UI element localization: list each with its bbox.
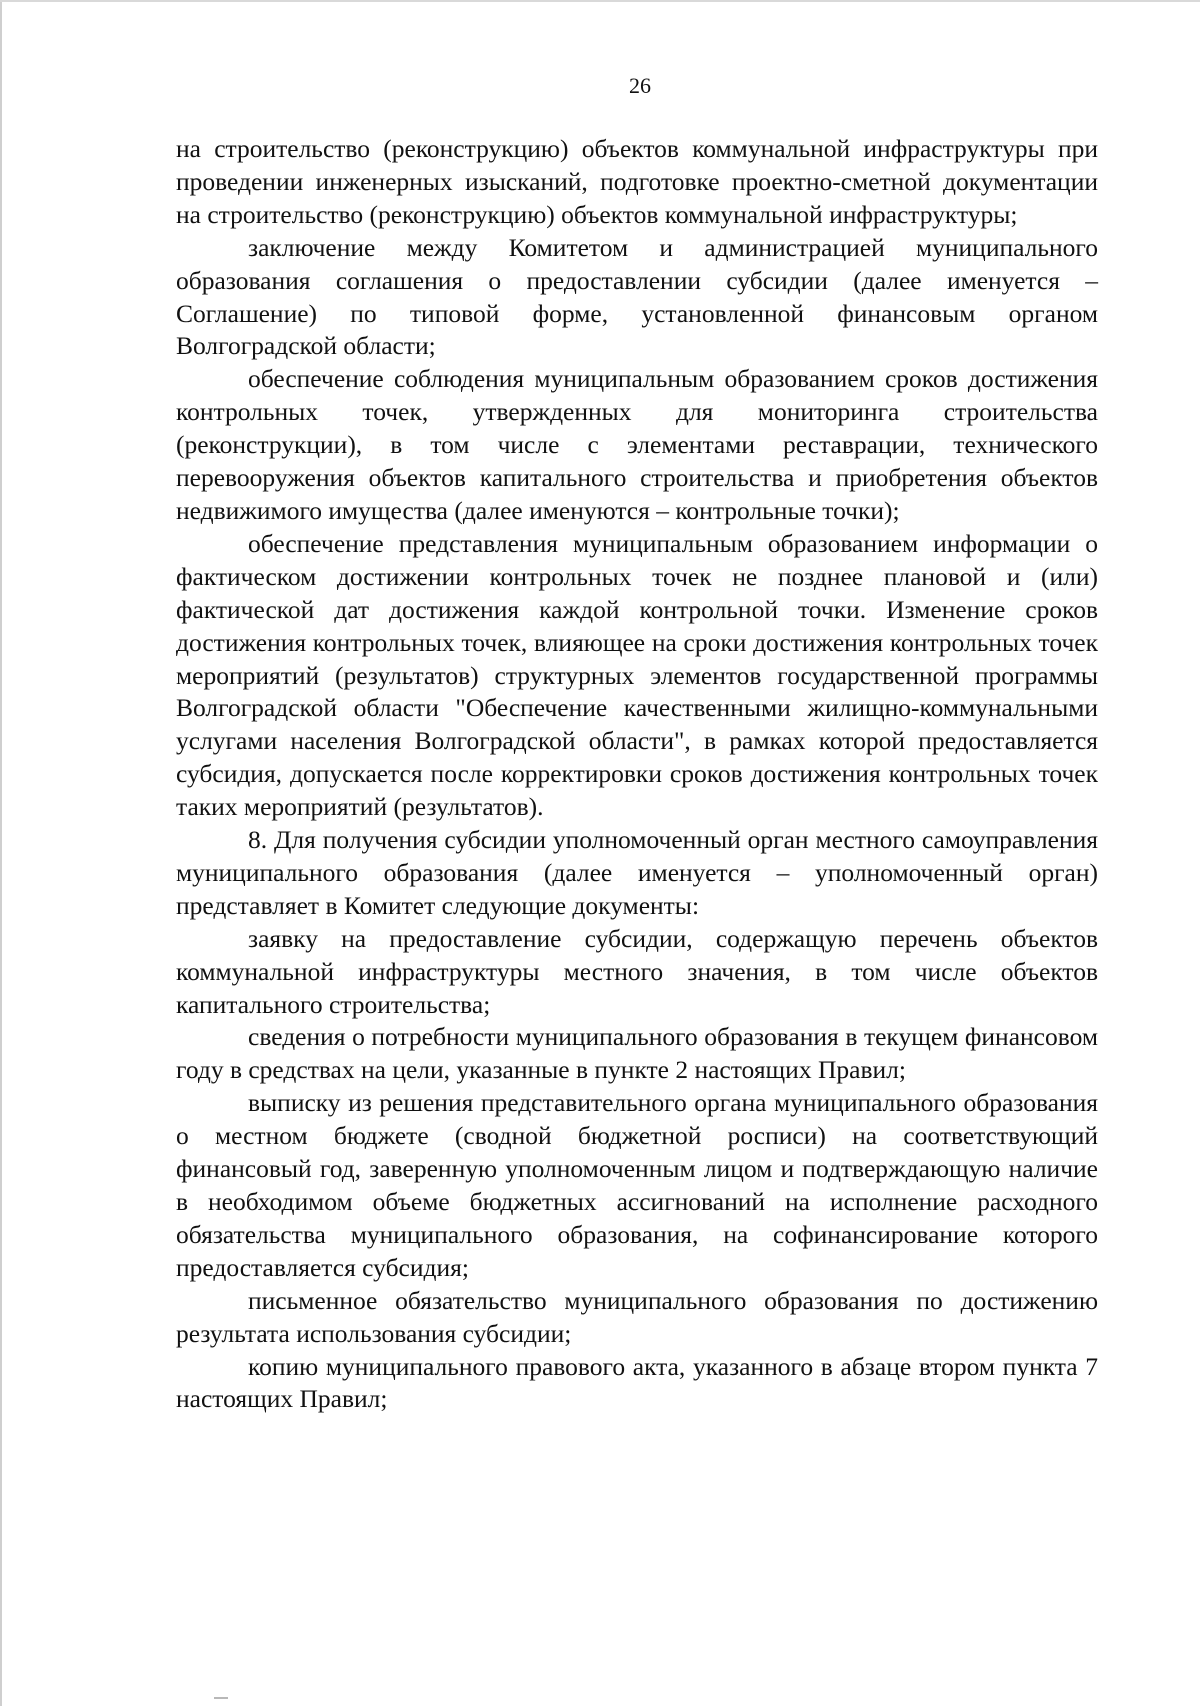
paragraph-control-points: обеспечение соблюдения муниципальным образованием сроков достижения контрольных точек, утвержденных для мониторинга строительства (реконструкции), в том числе с элементами реставрации, технического перевооружения объектов капитального строительства и приобретения объектов недвижимого имущества (далее именуются – контрольные точки); xyxy=(176,364,1098,525)
scan-top-edge xyxy=(0,0,1200,2)
paragraph-written-obligation: письменное обязательство муниципального образования по достижению результата использования субсидии; xyxy=(176,1285,1098,1348)
page-number: 26 xyxy=(629,73,651,98)
paragraph-point-8: 8. Для получения субсидии уполномоченный орган местного самоуправления муниципального образования (далее именуется – уполномоченный орган) представляет в Комитет следующие документы: xyxy=(176,825,1098,920)
paragraph-needs: сведения о потребности муниципального образования в текущем финансовом году в средствах на цели, указанные в пункте 2 настоящих Правил; xyxy=(176,1022,1098,1085)
paragraph-continuation: на строительство (реконструкцию) объектов коммунальной инфраструктуры при проведении инженерных изысканий, подготовке проектно-сметной документации на строительство (реконструкцию) объектов коммунальной инфраструктуры; xyxy=(176,134,1098,229)
paragraph-legal-act-copy: копию муниципального правового акта, указанного в абзаце втором пункта 7 настоящих Правил; xyxy=(176,1351,1098,1414)
paragraph-agreement: заключение между Комитетом и администрацией муниципального образования соглашения о предоставлении субсидии (далее именуется – Соглашение) по типовой форме, установленной финансовым органом Волгоградской области; xyxy=(176,232,1098,361)
document-body xyxy=(176,133,1098,1416)
scan-left-edge xyxy=(0,0,2,1706)
scan-mark xyxy=(214,1697,228,1699)
paragraph-information: обеспечение представления муниципальным образованием информации о фактическом достижении контрольных точек не позднее плановой и (или) фактической дат достижения каждой контрольной точки. Изменение сроков достижения контрольных точек, влияющее на сроки достижения контрольных точек мероприятий (результатов) структурных элементов государственной программы Волгоградской области "Обеспечение качественными жилищно-коммунальными услугами населения Волгоградской области", в рамках которой предоставляется субсидия, допускается после корректировки сроков достижения контрольных точек таких мероприятий (результатов). xyxy=(176,528,1098,822)
paragraph-application: заявку на предоставление субсидии, содержащую перечень объектов коммунальной инфраструктуры местного значения, в том числе объектов капитального строительства; xyxy=(176,923,1098,1019)
paragraph-budget-extract: выписку из решения представительного органа муниципального образования о местном бюджете (сводной бюджетной росписи) на соответствующий финансовый год, заверенную уполномоченным лицом и подтверждающую наличие в необходимом объеме бюджетных ассигнований на исполнение расходного обязательства муниципального образования, на софинансирование которого предоставляется субсидия; xyxy=(176,1088,1098,1282)
